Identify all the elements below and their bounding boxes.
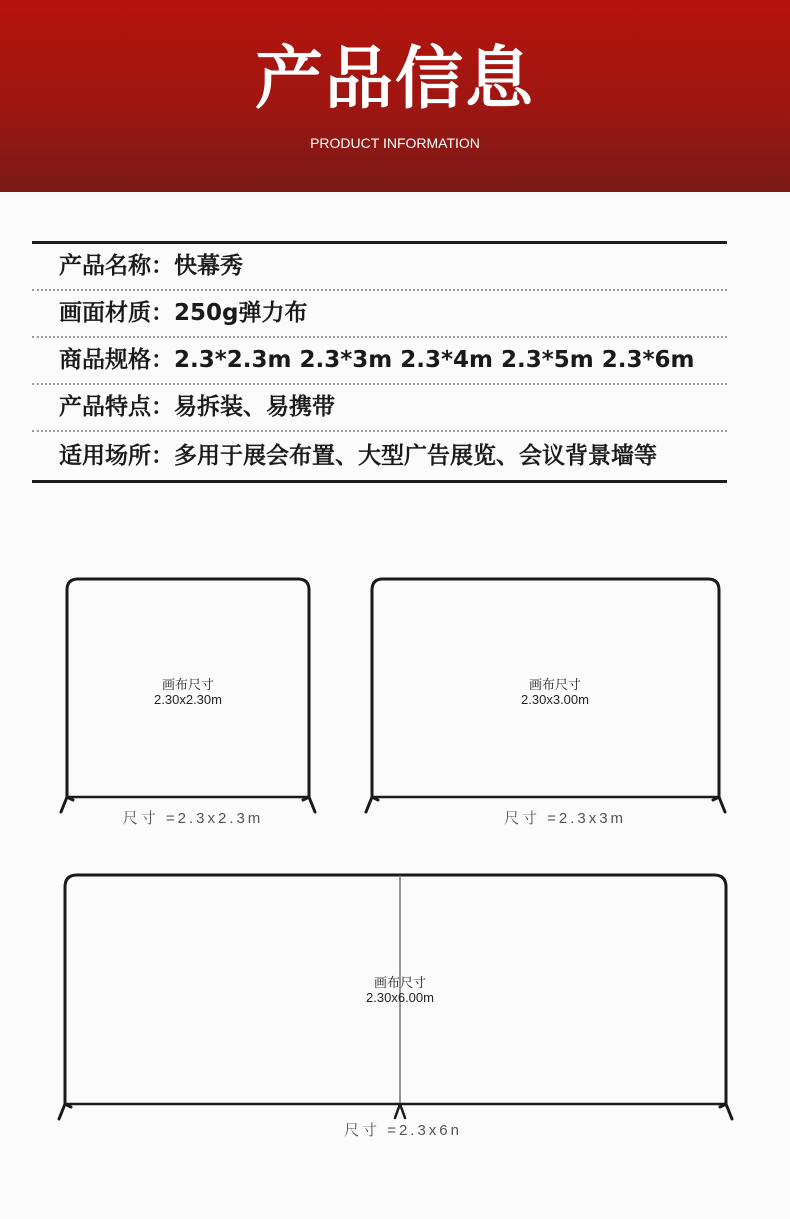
info-label: 产品名称：	[59, 253, 174, 279]
info-label: 画面材质：	[59, 300, 174, 326]
frame-dimension-label: 尺寸 =2.3x2.3m	[122, 810, 264, 827]
info-value: 多用于展会布置、大型广告展览、会议背景墙等	[174, 443, 657, 469]
info-label: 商品规格：	[59, 347, 174, 373]
canvas-size-label	[128, 677, 248, 707]
info-value: 快幕秀	[174, 253, 243, 279]
canvas-label: 画布尺寸	[373, 975, 426, 990]
page-title: 产品信息	[254, 40, 535, 119]
canvas-size: 2.30x6.00m	[366, 990, 434, 1005]
canvas-size: 2.30x2.30m	[154, 692, 222, 707]
frame-dimension-label: 尺寸 =2.3x3m	[503, 810, 627, 827]
info-value: 2.3*2.3m 2.3*3m 2.3*4m 2.3*5m 2.3*6m	[174, 347, 695, 373]
canvas-size-label	[340, 975, 460, 1005]
canvas-label: 画布尺寸	[161, 677, 214, 692]
info-value: 250g弹力布	[174, 300, 308, 326]
frame-dimension-label: 尺寸 =2.3x6n	[344, 1122, 462, 1139]
info-value: 易拆装、易携带	[174, 394, 335, 420]
page-subtitle: PRODUCT INFORMATION	[310, 135, 480, 151]
canvas-size-label	[495, 677, 615, 707]
canvas-size: 2.30x3.00m	[521, 692, 589, 707]
info-label: 适用场所：	[59, 443, 174, 469]
info-label: 产品特点：	[59, 394, 174, 420]
canvas-label: 画布尺寸	[528, 677, 581, 692]
